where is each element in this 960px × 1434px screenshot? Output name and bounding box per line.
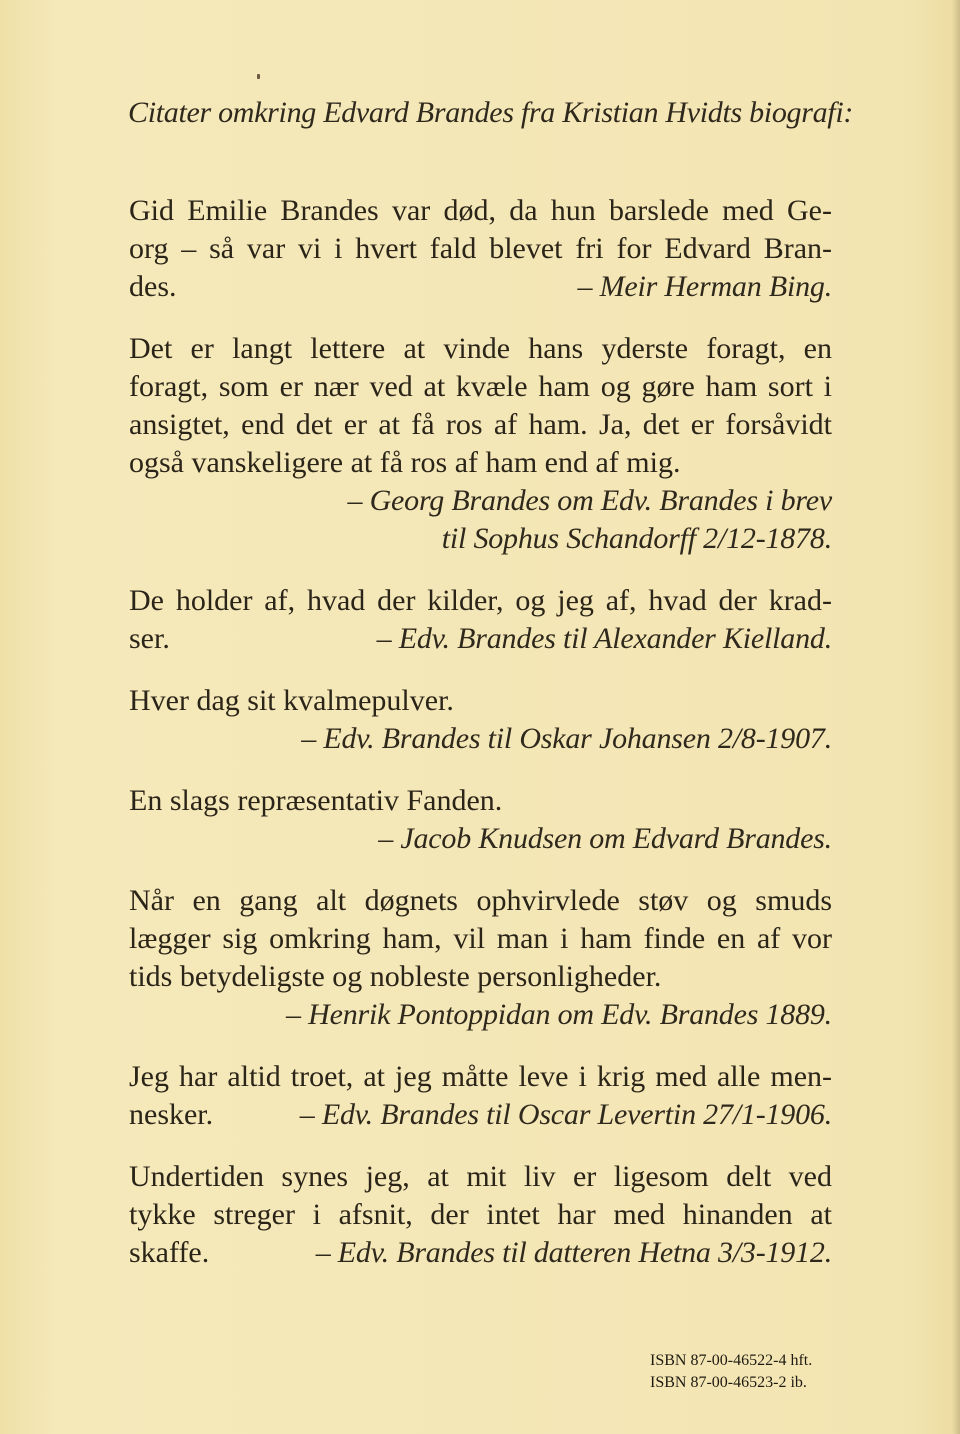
quote-levertin [129,1058,832,1134]
cover-heading: Citater omkring Edvard Brandes fra Kristian Hvidts biografi: [128,96,854,129]
quote-attribution: – Henrik Pontoppidan om Edv. Brandes 1889. [286,998,832,1031]
quote-tail-row [129,268,832,306]
isbn-hardcover: ISBN 87-00-46523-2 ib. [650,1374,807,1391]
quote-line: Gid Emilie Brandes var død, da hun barslede med Ge- [129,194,832,227]
quote-attribution: – Edv. Brandes til Oscar Levertin 27/1-1906. [299,1098,832,1131]
quote-bing [129,192,832,306]
quote-line: org – så var vi i hvert fald blevet fri for Edvard Bran- [129,232,832,265]
quote-line: De holder af, hvad der kilder, og jeg af, hvad der krad- [129,584,832,617]
quote-line: En slags repræsentativ Fanden. [129,784,503,817]
quote-line: også vanskeligere at få ros af ham end af mig. [129,446,681,479]
quote-attribution: – Edv. Brandes til Oskar Johansen 2/8-1907. [301,722,832,755]
quote-attribution: til Sophus Schandorff 2/12-1878. [441,522,832,555]
quote-tail: nesker. [129,1098,214,1131]
isbn-paperback: ISBN 87-00-46522-4 hft. [650,1352,813,1369]
quote-knudsen [129,782,832,858]
quote-georg-brandes [129,330,832,558]
quote-attribution: – Georg Brandes om Edv. Brandes i brev [347,484,832,517]
quote-tail-row [129,620,832,658]
quote-line: tykke streger i afsnit, der intet har med hinanden at [129,1198,832,1231]
quote-line: Jeg har altid troet, at jeg måtte leve i krig med alle men- [129,1060,832,1093]
quote-line: Det er langt lettere at vinde hans yderste foragt, en [129,332,832,365]
quote-line: Når en gang alt døgnets ophvirvlede støv og smuds [129,884,832,917]
quote-tail: skaffe. [129,1236,210,1269]
quote-line: ansigtet, end det er at få ros af ham. Ja, det er forsåvidt [129,408,832,441]
quote-line: Undertiden synes jeg, at mit liv er ligesom delt ved [129,1160,832,1193]
quote-hetna [129,1158,832,1272]
page-edge-shadow [952,0,960,1434]
quote-kielland [129,582,832,658]
quote-line: Hver dag sit kvalmepulver. [129,684,454,717]
quote-tail-row [129,1096,832,1134]
quote-tail-row [129,1234,832,1272]
quote-tail: des. [129,270,177,303]
quote-attribution: – Edv. Brandes til datteren Hetna 3/3-1912. [315,1236,832,1269]
quote-attribution: – Edv. Brandes til Alexander Kielland. [376,622,832,655]
isbn-block [650,1350,812,1394]
quote-line: tids betydeligste og nobleste personligheder. [129,960,662,993]
quote-attribution: – Meir Herman Bing. [577,270,832,303]
quote-line: foragt, som er nær ved at kvæle ham og gøre ham sort i [129,370,832,403]
quote-attribution: – Jacob Knudsen om Edvard Brandes. [378,822,832,855]
quote-line: lægger sig omkring ham, vil man i ham finde en af vor [129,922,832,955]
quote-tail: ser. [129,622,170,655]
quote-list [129,192,832,1296]
quote-johansen [129,682,832,758]
quote-pontoppidan [129,882,832,1034]
print-speck [257,74,260,79]
